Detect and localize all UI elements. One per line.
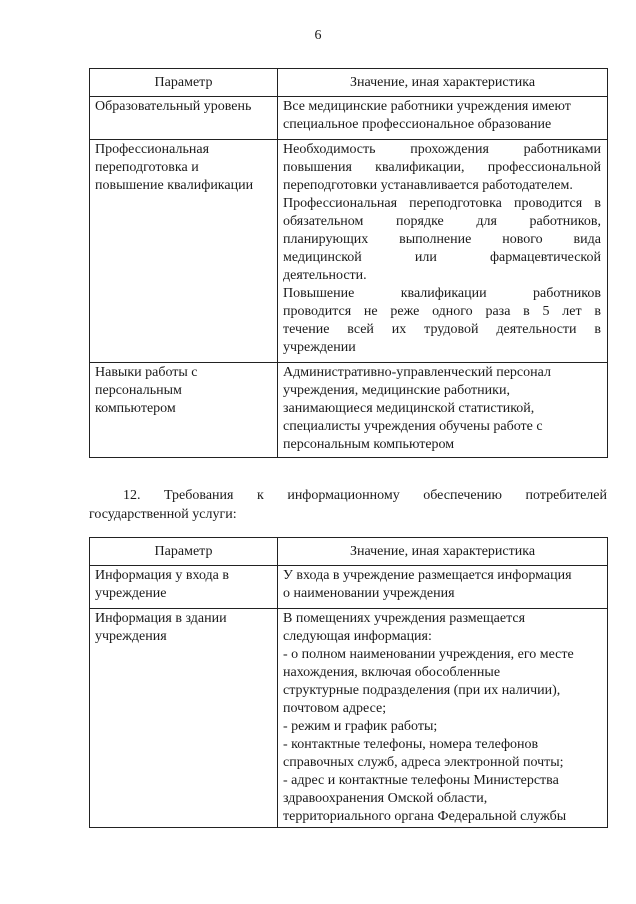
parameter-cell xyxy=(90,609,278,828)
cell-line: В помещениях учреждения размещается xyxy=(283,611,526,626)
cell-line: повышение квалификации xyxy=(95,178,254,193)
cell-line: здравоохранения Омской области, xyxy=(283,791,488,806)
cell-line: почтовом адресе; xyxy=(283,701,387,716)
parameter-cell xyxy=(90,363,278,458)
value-cell xyxy=(278,363,608,458)
cell-line: Профессиональная переподготовка проводится в xyxy=(283,196,601,211)
cell-line: персональным компьютером xyxy=(283,437,455,452)
table-row xyxy=(90,609,608,828)
cell-line: планирующих выполнение нового вида xyxy=(283,232,601,247)
cell-line: - адрес и контактные телефоны Министерства xyxy=(283,773,559,788)
table-row xyxy=(90,97,608,140)
cell-line: Навыки работы с xyxy=(95,365,198,380)
cell-line: учреждении xyxy=(283,340,356,355)
cell-line: Профессиональная xyxy=(95,142,210,157)
cell-line: занимающиеся медицинской статистикой, xyxy=(283,401,535,416)
cell-line: течение всей их трудовой деятельности в xyxy=(283,322,601,337)
cell-line: специалисты учреждения обучены работе с xyxy=(283,419,543,434)
cell-line: Административно-управленческий персонал xyxy=(283,365,551,380)
cell-line: переподготовка и xyxy=(95,160,199,175)
table-row xyxy=(90,566,608,609)
staff-qualification-table xyxy=(89,68,608,458)
parameter-cell xyxy=(90,566,278,609)
cell-line: Повышение квалификации работников xyxy=(283,286,601,301)
parameter-cell xyxy=(90,97,278,140)
cell-line: учреждение xyxy=(95,586,167,601)
column-header-parameter: Параметр xyxy=(90,538,278,566)
cell-line: Информация в здании xyxy=(95,611,227,626)
table-header-row xyxy=(90,538,608,566)
value-cell xyxy=(278,140,608,363)
cell-line: территориального органа Федеральной службы xyxy=(283,809,567,824)
column-header-value: Значение, иная характеристика xyxy=(278,69,608,97)
section-line: государственной услуги: xyxy=(89,507,237,522)
cell-line: - режим и график работы; xyxy=(283,719,438,734)
information-requirements-table xyxy=(89,537,608,828)
cell-line: компьютером xyxy=(95,401,176,416)
parameter-cell xyxy=(90,140,278,363)
value-cell xyxy=(278,566,608,609)
cell-line: учреждения, медицинские работники, xyxy=(283,383,510,398)
cell-line: структурные подразделения (при их наличии), xyxy=(283,683,561,698)
table-row xyxy=(90,363,608,458)
column-header-value: Значение, иная характеристика xyxy=(278,538,608,566)
page-number: 6 xyxy=(314,28,322,43)
cell-line: Информация у входа в xyxy=(95,568,229,583)
table-header-row xyxy=(90,69,608,97)
cell-line: Необходимость прохождения работниками xyxy=(283,142,601,157)
cell-line: Все медицинские работники учреждения имеют xyxy=(283,99,571,114)
cell-line: нахождения, включая обособленные xyxy=(283,665,501,680)
value-cell xyxy=(278,609,608,828)
cell-line: У входа в учреждение размещается информация xyxy=(283,568,572,583)
cell-line: учреждения xyxy=(95,629,167,644)
cell-line: о наименовании учреждения xyxy=(283,586,455,601)
cell-line: - о полном наименовании учреждения, его месте xyxy=(283,647,574,662)
cell-line: деятельности. xyxy=(283,268,367,283)
section-12-heading xyxy=(89,486,607,524)
table-row xyxy=(90,140,608,363)
column-header-parameter: Параметр xyxy=(90,69,278,97)
cell-line: Образовательный уровень xyxy=(95,99,252,114)
cell-line: следующая информация: xyxy=(283,629,432,644)
cell-line: специальное профессиональное образование xyxy=(283,117,552,132)
cell-line: справочных служб, адреса электронной почты; xyxy=(283,755,564,770)
cell-line: медицинской или фармацевтической xyxy=(283,250,601,265)
cell-line: переподготовки устанавливается работодателем. xyxy=(283,178,573,193)
section-line: 12. Требования к информационному обеспечению потребителей xyxy=(123,488,607,503)
cell-line: персональным xyxy=(95,383,182,398)
cell-line: повышения квалификации, профессиональной xyxy=(283,160,601,175)
cell-line: проводится не реже одного раза в 5 лет в xyxy=(283,304,601,319)
cell-line: обязательном порядке для работников, xyxy=(283,214,601,229)
value-cell xyxy=(278,97,608,140)
cell-line: - контактные телефоны, номера телефонов xyxy=(283,737,539,752)
